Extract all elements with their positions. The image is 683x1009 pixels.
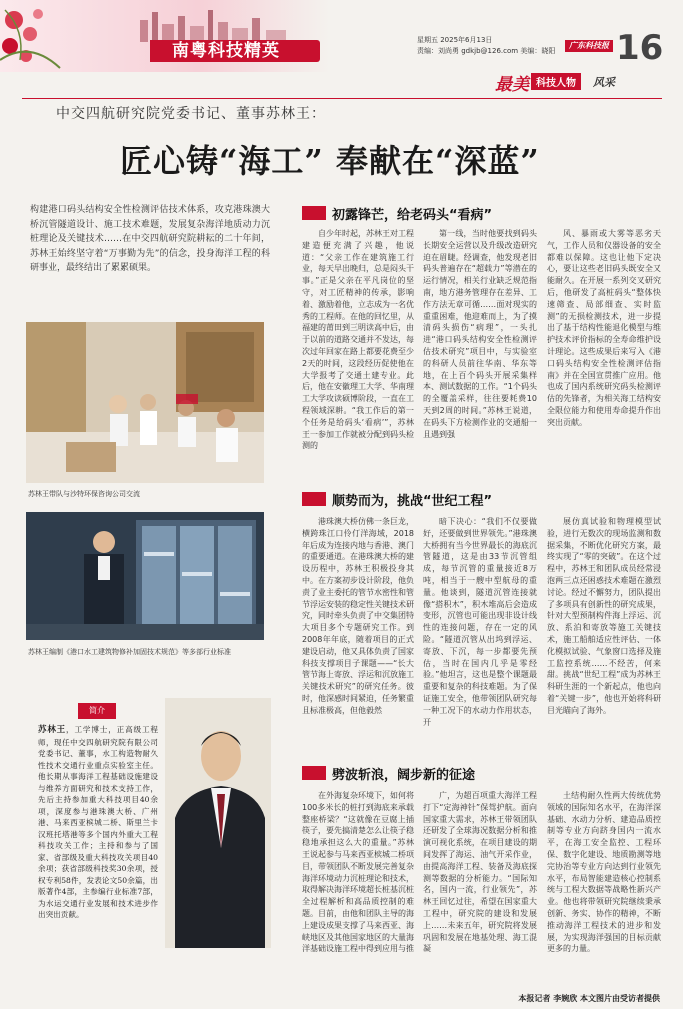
column-tag-small: 风采 <box>593 76 615 89</box>
section-1-title: 初露锋芒，给老码头“看病” <box>332 208 493 223</box>
header-rule <box>22 98 662 99</box>
section-2-col-2-text: 暗下决心：“我们不仅要做好，还要做到世界领先。”港珠澳大桥拥有当今世界最长的海底沉管隧道，这是由33节沉管组成，每节沉管的重量接近8万吨，相当于一艘中型航母的重量。他谈到，隧道沉管连接就像“搭积木”，积木堆高后会造成变形，沉管也可能出现非设计线性的连接问题，存在一定的风险。“隧道沉管从出坞到浮运、寄放、下沉，每一步都要先预估，当时在国内几乎是零经验。”他坦言，这也是整个课题最重要和复杂的科技难题。为了保证施工安全，他带领团队研究每一种工况下的水动力作用状态，开 <box>423 517 537 727</box>
section-3-col-1 <box>302 790 414 986</box>
section-3-col-2 <box>423 790 537 986</box>
section-3-title: 劈波斩浪，阔步新的征途 <box>332 768 476 783</box>
masthead <box>0 0 683 95</box>
section-2-col-3-text: 展仿真试验和物理模型试验，进行无数次的现场监测和数据采集，不断优化研究方案，最终实现了“零的突破”。在这个过程中，苏林王和团队成员经常浸泡两三点还困惑技术难题在激烈讨论。经过不懈努力，团队提出了多项具有创新性的研究成果，针对大型预制构件海上浮运、沉放、系泊和寄放等施工关键技术，施工船舶适应性评估、一体化模拟试验、气象窗口选择及施工监控系统……不经苦，何来甜。挑战“世纪工程”成为苏林王科研生涯的一个新起点，他也向着“关键一步”，他也开始将科研目光瞄向了海外。 <box>547 517 661 715</box>
photo-lab-caption: 苏林王编制《港口水工建筑物修补加固技术规范》等多部行业标准 <box>28 648 231 656</box>
section-1-col-3-text: 风、暴雨或大雾等恶劣天气，工作人员和仪器设备的安全都难以保障。这也让他下定决心，要让这些老旧码头既安全又能耐久。在开展一系列交叉研究后，他研发了高桩码头“整体快速筛查、局部细查、实时监测”的无损检测技术，进一步提出了基于结构性能退化模型与维护技术评价指标的全寿命维护设计理论。这些成果后来写入《港口码头结构安全性检测评估指南》并在全国宣贯推广应用。他也成了国内系统研究码头检测评估的先锋者，为相关海工结构安全限位能力和使用寿命提升作出突出贡献。 <box>547 229 661 427</box>
column-tag-box: 科技人物 <box>531 73 581 90</box>
section-2-col-1 <box>302 516 414 738</box>
section-1-col-2-text: 第一线，当时他要找到码头长期安全运营以及升级改造研究迫在眉睫。经调查，他发现老旧码头普遍存在“超载力”等潜在的运行情况，相关行业缺乏规范指南，地方港务管理存在差异、工作方法无章可循……面对现实的重重困难，他迎难而上，为了摸清码头损伤“病理”，一头扎进“港口码头结构安全性检测评估技术研究”项目中，与实验室的科研人员前往华南、华东等地，在上百个码头开展采集样本、测试数据的工作。“1个码头的全覆盖采样，往往要耗费10天到2周的时间。”苏林王说道，在码头下方检测作业的交通船一且遇到强 <box>423 229 537 439</box>
section-1-col-1 <box>302 228 414 484</box>
page-number: 16 <box>616 28 664 68</box>
bio-tag: 简介 <box>78 703 116 719</box>
flower-decoration-icon <box>0 0 90 72</box>
section-3-col-3 <box>547 790 661 986</box>
section-1-heading <box>302 204 662 222</box>
column-tag-big: 最美 <box>495 75 529 95</box>
bio-text <box>38 724 158 921</box>
bio-name: 苏林王 <box>38 725 67 735</box>
section-2-col-1-text: 港珠澳大桥仿佛一条巨龙，横跨珠江口伶仃洋海域，2018年后成为连接内地与香港、澳门的重要通道。在港珠澳大桥的建设历程中，苏林王积极投身其中。在方案初步设计阶段，他负责了业主委托的管节水密性和管节浮运安装的稳定性关键技术研究，同时牵头负责了中交集团特大项目多个专题研究工作。到2008年年底，随着项目的正式建设启动，他又具体负责了国家科技支撑项目子课题——“长大管节海上寄放、浮运和沉放施工关键技术研究”的研究任务。彼时，他深感时间紧迫，任务繁重且标准极高，但他毅然 <box>302 517 414 715</box>
section-banner <box>0 0 330 72</box>
section-3-col-3-text: 土结构耐久性两大传统优势领域的国际知名水平，在海洋深基础、水动力分析、建造品质控制等专业方向跻身国内一流水平，在海工安全监控、工程环保、数字化建设、地质勘测等地完协治等专业方向达到行业领先水平，布局智能建造核心控制系统与工程大数据等战略性新兴产业。他也将带领研究院继续秉承创新、务实、协作的精神，不断推动海洋工程技术的进步和发展，为实现海洋强国的目标贡献更多的力量。 <box>547 791 661 954</box>
editor-line: 责编：刘尚勇 gdkjb@126.com 美编：晓阳 <box>417 47 556 55</box>
photo-meeting-caption: 苏林王带队与沙特环保咨询公司交流 <box>28 490 140 498</box>
date-line: 星期五 2025年6月13日 <box>417 36 493 44</box>
section-3-col-2-text: 广，为超百项重大海洋工程打下“定海神针”保驾护航。面向国家重大需求，苏林王带领团队还研发了全球海况数据分析和推演可视化系统，在项目建设的期间发挥了海运、油气开采作业，由提高海洋工程、装备及海底探测等数据的分析能力。“国际知名，国内一流，行业领先”，苏林王回忆过往，希望在国家重大工程中，研究院的建设和发展上……未来五年，研究院将发展巩固和发展在地基处理、海工混凝 <box>423 791 537 954</box>
section-2-col-3 <box>547 516 661 738</box>
section-1-col-2 <box>423 228 537 484</box>
photo-lab <box>26 512 264 640</box>
photo-portrait <box>165 698 271 948</box>
article-footer: 本报记者 李婉欣 本文图片由受访者提供 <box>518 994 660 1003</box>
section-2-heading <box>302 490 662 508</box>
section-title: 南粤科技精英 <box>150 40 320 62</box>
newspaper-logo: 广东科技报 <box>565 40 613 52</box>
section-3-col-1-text: 在外海复杂环境下，如何将100多米长的桩打到海底来承载整座桥梁？“这就像在豆腐上插筷子，要先搞清楚怎么让筷子稳稳地承担这么大的重量。”苏林王说起参与马来西亚槟城二桥项目，带领团队不断发展完善复杂海洋环境动力沉桩理论和技术，取得解决海洋环境超长桩基沉桩全过程解析和高品质控制的难题。目前，由他和团队主导的海上建设成果支撑了马来西亚、海峡地区及其他国家地区的大量海洋基础设施工程中得到应用与推 <box>302 791 414 954</box>
lab-scene-icon <box>26 512 264 640</box>
section-2-marker <box>302 492 326 506</box>
portrait-icon <box>165 698 271 948</box>
section-2-title: 顺势而为，挑战“世纪工程” <box>332 494 493 509</box>
section-1-marker <box>302 206 326 220</box>
city-skyline-icon <box>100 8 320 42</box>
meeting-scene-icon <box>26 322 264 483</box>
bio-body: ，工学博士，正高级工程师，现任中交四航研究院有限公司党委书记、董事，水工构造物耐久性技术交通行业重点实验室主任。他长期从事海洋工程基础设施建设与维养方面研究和技术支持工作，先后主持参加重大科技项目40余项，深度参与港珠澳大桥、广州港、马来西亚槟城二桥、斯里兰卡汉班托塔港等多个国内外重大工程科技攻关工作；主持和参与了国家、省部级及重大科技攻关项目40余项；获省部级科技奖30余项，授权专利58件，发表论文50余篇，出版著作4部，主参编行业标准7部，为水运交通行业发展和技术进步作出突出贡献。 <box>38 725 158 919</box>
article-lead: 构建港口码头结构安全性检测评估技术体系，攻克港珠澳大桥沉管隧道设计、施工技术难题，发展复杂海洋地质动力沉桩理论及关键技术……在中交四航研究院耕耘的二十年间，苏林王始终坚守着“万事勤为先”的信念，投身海洋工程的科研事业，最终结出了累累硕果。 <box>30 205 270 273</box>
photo-meeting <box>26 322 264 483</box>
date-meta <box>417 35 555 57</box>
section-3-heading <box>302 764 662 782</box>
section-1-col-1-text: 自少年时起，苏林王对工程建造便充满了兴趣，他说道：“父亲工作在建筑施工行业，每天早出晚归，总是闷头干事。”正是父亲在平凡岗位的坚守，对工匠精神的传承，影响着、激励着他，立志成为一名优秀的工程师。在他的回忆里，从福建的莆田到三明读高中后，由于以前的道路交通并不发达，每次过年回家在路上都要花费至少2天的时间，这段经历促使他在大学报考了交通土建专业。此后，他在安徽理工大学、华南理工大学攻读硕博阶段，一直在工程领域深耕。“我工作后的第一个任务是给码头‘看病’”，苏林王一参加工作就被分配到码头检测的 <box>302 229 414 451</box>
article-kicker: 中交四航研究院党委书记、董事苏林王： <box>56 106 326 122</box>
section-2-col-2 <box>423 516 537 738</box>
section-1-col-3 <box>547 228 661 484</box>
article-headline: 匠心铸“海工” 奉献在“深蓝” <box>120 142 540 180</box>
section-3-marker <box>302 766 326 780</box>
